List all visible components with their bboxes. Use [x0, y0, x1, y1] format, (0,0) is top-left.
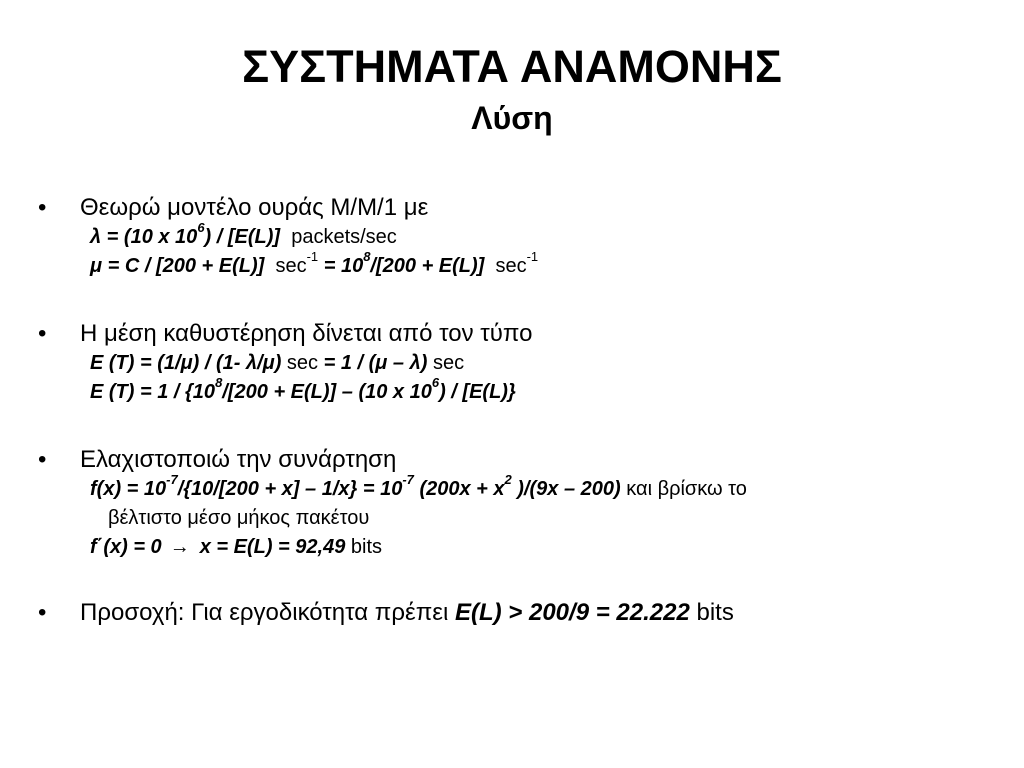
- bullet-2: [38, 319, 998, 349]
- slide-title: ΣΥΣΤΗΜΑΤΑ ΑΝΑΜΟΝΗΣ: [242, 41, 782, 92]
- bullet-2-text: Η μέση καθυστέρηση δίνεται από τον τύπο: [80, 320, 533, 347]
- slide-body: [38, 193, 998, 628]
- bullet-3-line-2: f΄(x) = 0 → x = E(L) = 92,49 bits: [38, 533, 998, 562]
- bullet-3-text: Ελαχιστοποιώ την συνάρτηση: [80, 446, 397, 473]
- bullet-4-text: Προσοχή: Για εργοδικότητα πρέπει: [80, 599, 449, 626]
- bullet-1: [38, 193, 998, 223]
- arrow-right-icon: →: [169, 536, 190, 558]
- bullet-4-unit: bits: [696, 599, 734, 626]
- bullet-dot: •: [38, 446, 47, 473]
- bullet-2-line-1: E (T) = (1/μ) / (1- λ/μ) sec = 1 / (μ – λ) sec: [90, 352, 465, 374]
- slide-subtitle: Λύση: [471, 100, 553, 136]
- bullet-1-text: Θεωρώ μοντέλο ουράς M/M/1 με: [80, 194, 429, 221]
- bullet-1-line-2: μ = C / [200 + E(L)] $\sec^{-1} = 10^8/[200 + E(L)]$ $\sec^{-1}$: [90, 249, 539, 277]
- title-block: [0, 40, 1024, 138]
- bullet-4: [38, 598, 998, 628]
- bullet-dot: •: [38, 320, 47, 347]
- bullet-1-line-1: λ = (10 x $10^6) / [E(L)]$ packets/sec: [90, 220, 397, 248]
- bullet-dot: •: [38, 194, 47, 221]
- bullet-3-line-1: $f(x) = 10^{-7}/\{10/[200 + x] - 1/x\} = 10^{-7}$ ($200x + x^2$ )/(9x – 200) και βρίσκω το βέλτιστο μέσο μήκος πακέτου: [90, 472, 747, 529]
- bullet-4-emph: E(L) > 200/9 = 22.222: [454, 599, 690, 626]
- bullet-2-line-2: E $(T) = 1 / \{10^8/[200 + E(L)] - (10$ x $10^6) / [E(L)\}$: [90, 375, 516, 403]
- bullet-3: [38, 445, 998, 475]
- bullet-dot: •: [38, 599, 47, 626]
